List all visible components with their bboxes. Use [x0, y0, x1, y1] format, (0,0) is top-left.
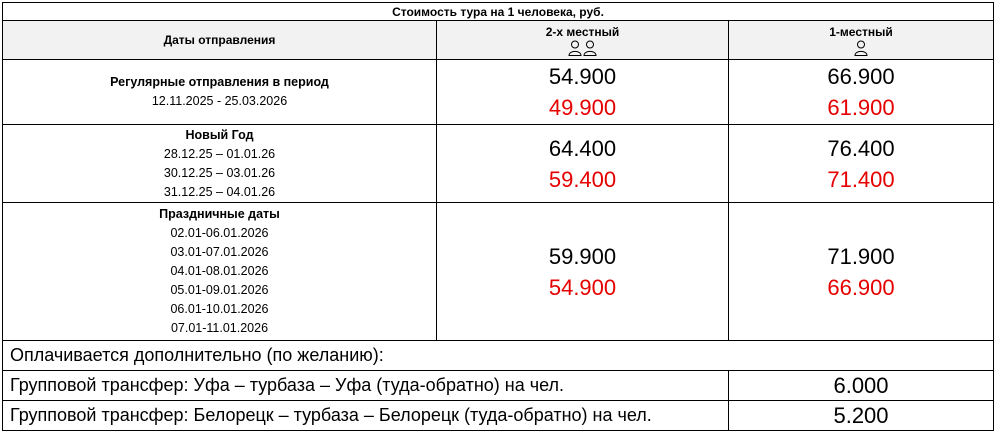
single-price-discount: 66.900: [827, 274, 895, 300]
single-price-old: 71.900: [827, 243, 895, 269]
double-price-cell: [437, 60, 729, 125]
period-dates: [3, 60, 437, 125]
period-date: 05.01-09.01.2026: [170, 283, 269, 297]
extras-heading-row: [3, 341, 994, 371]
period-date: 06.01-10.01.2026: [170, 302, 269, 316]
double-price-discount: 54.900: [548, 274, 617, 300]
period-date: 04.01-08.01.2026: [170, 264, 269, 278]
single-price-cell: [729, 60, 994, 125]
table-title: Стоимость тура на 1 человека, руб.: [3, 3, 994, 21]
person-icon: [583, 40, 597, 56]
period-date: 12.11.2025 - 25.03.2026: [151, 94, 288, 108]
period-row-new-year: [3, 125, 994, 203]
period-date: 31.12.25 – 04.01.26: [163, 184, 276, 199]
extra-item-price: 5.200: [729, 401, 994, 431]
double-price-cell: [437, 125, 729, 203]
header-double: [437, 21, 729, 60]
two-persons-icon: [568, 40, 597, 56]
double-price-old: 59.900: [548, 243, 617, 269]
single-price-old: 66.900: [827, 64, 895, 89]
period-title: Праздничные даты: [159, 207, 280, 221]
period-row-holidays: [3, 203, 994, 341]
extra-item-row: [3, 401, 994, 431]
extra-item-label: Групповой трансфер: Белорецк – турбаза – Белорецк (туда-обратно) на чел.: [3, 401, 729, 431]
period-date: 28.12.25 – 01.01.26: [163, 146, 276, 161]
period-date: 03.01-07.01.2026: [170, 245, 269, 259]
header-single-label: 1-местный: [829, 24, 893, 39]
double-price-discount: 59.400: [548, 166, 617, 192]
period-row-regular: [3, 60, 994, 125]
single-price-cell: [729, 203, 994, 341]
double-price-old: 64.400: [548, 135, 617, 161]
period-dates: [3, 203, 437, 341]
double-price-cell: [437, 203, 729, 341]
single-price-cell: [729, 125, 994, 203]
period-date: 02.01-06.01.2026: [170, 226, 269, 240]
period-date: 07.01-11.01.2026: [170, 321, 269, 335]
extras-heading: Оплачивается дополнительно (по желанию):: [3, 341, 994, 371]
extra-item-price: 6.000: [729, 371, 994, 401]
price-table: [2, 2, 994, 431]
single-price-old: 76.400: [827, 135, 895, 161]
extra-item-label: Групповой трансфер: Уфа – турбаза – Уфа (туда-обратно) на чел.: [3, 371, 729, 401]
period-title: Новый Год: [185, 127, 254, 142]
person-icon: [568, 40, 582, 56]
table-title-row: [3, 3, 994, 21]
header-row: [3, 21, 994, 60]
single-price-discount: 61.900: [827, 95, 895, 120]
header-dates: Даты отправления: [3, 21, 437, 60]
single-price-discount: 71.400: [827, 166, 895, 192]
extra-item-row: [3, 371, 994, 401]
double-price-old: 54.900: [548, 64, 617, 89]
period-date: 30.12.25 – 03.01.26: [163, 165, 276, 180]
one-person-icon: [854, 40, 868, 56]
double-price-discount: 49.900: [548, 95, 617, 120]
header-single: [729, 21, 994, 60]
person-icon: [854, 40, 868, 56]
period-title: Регулярные отправления в период: [110, 75, 329, 89]
header-double-label: 2-х местный: [545, 24, 620, 39]
period-dates: [3, 125, 437, 203]
